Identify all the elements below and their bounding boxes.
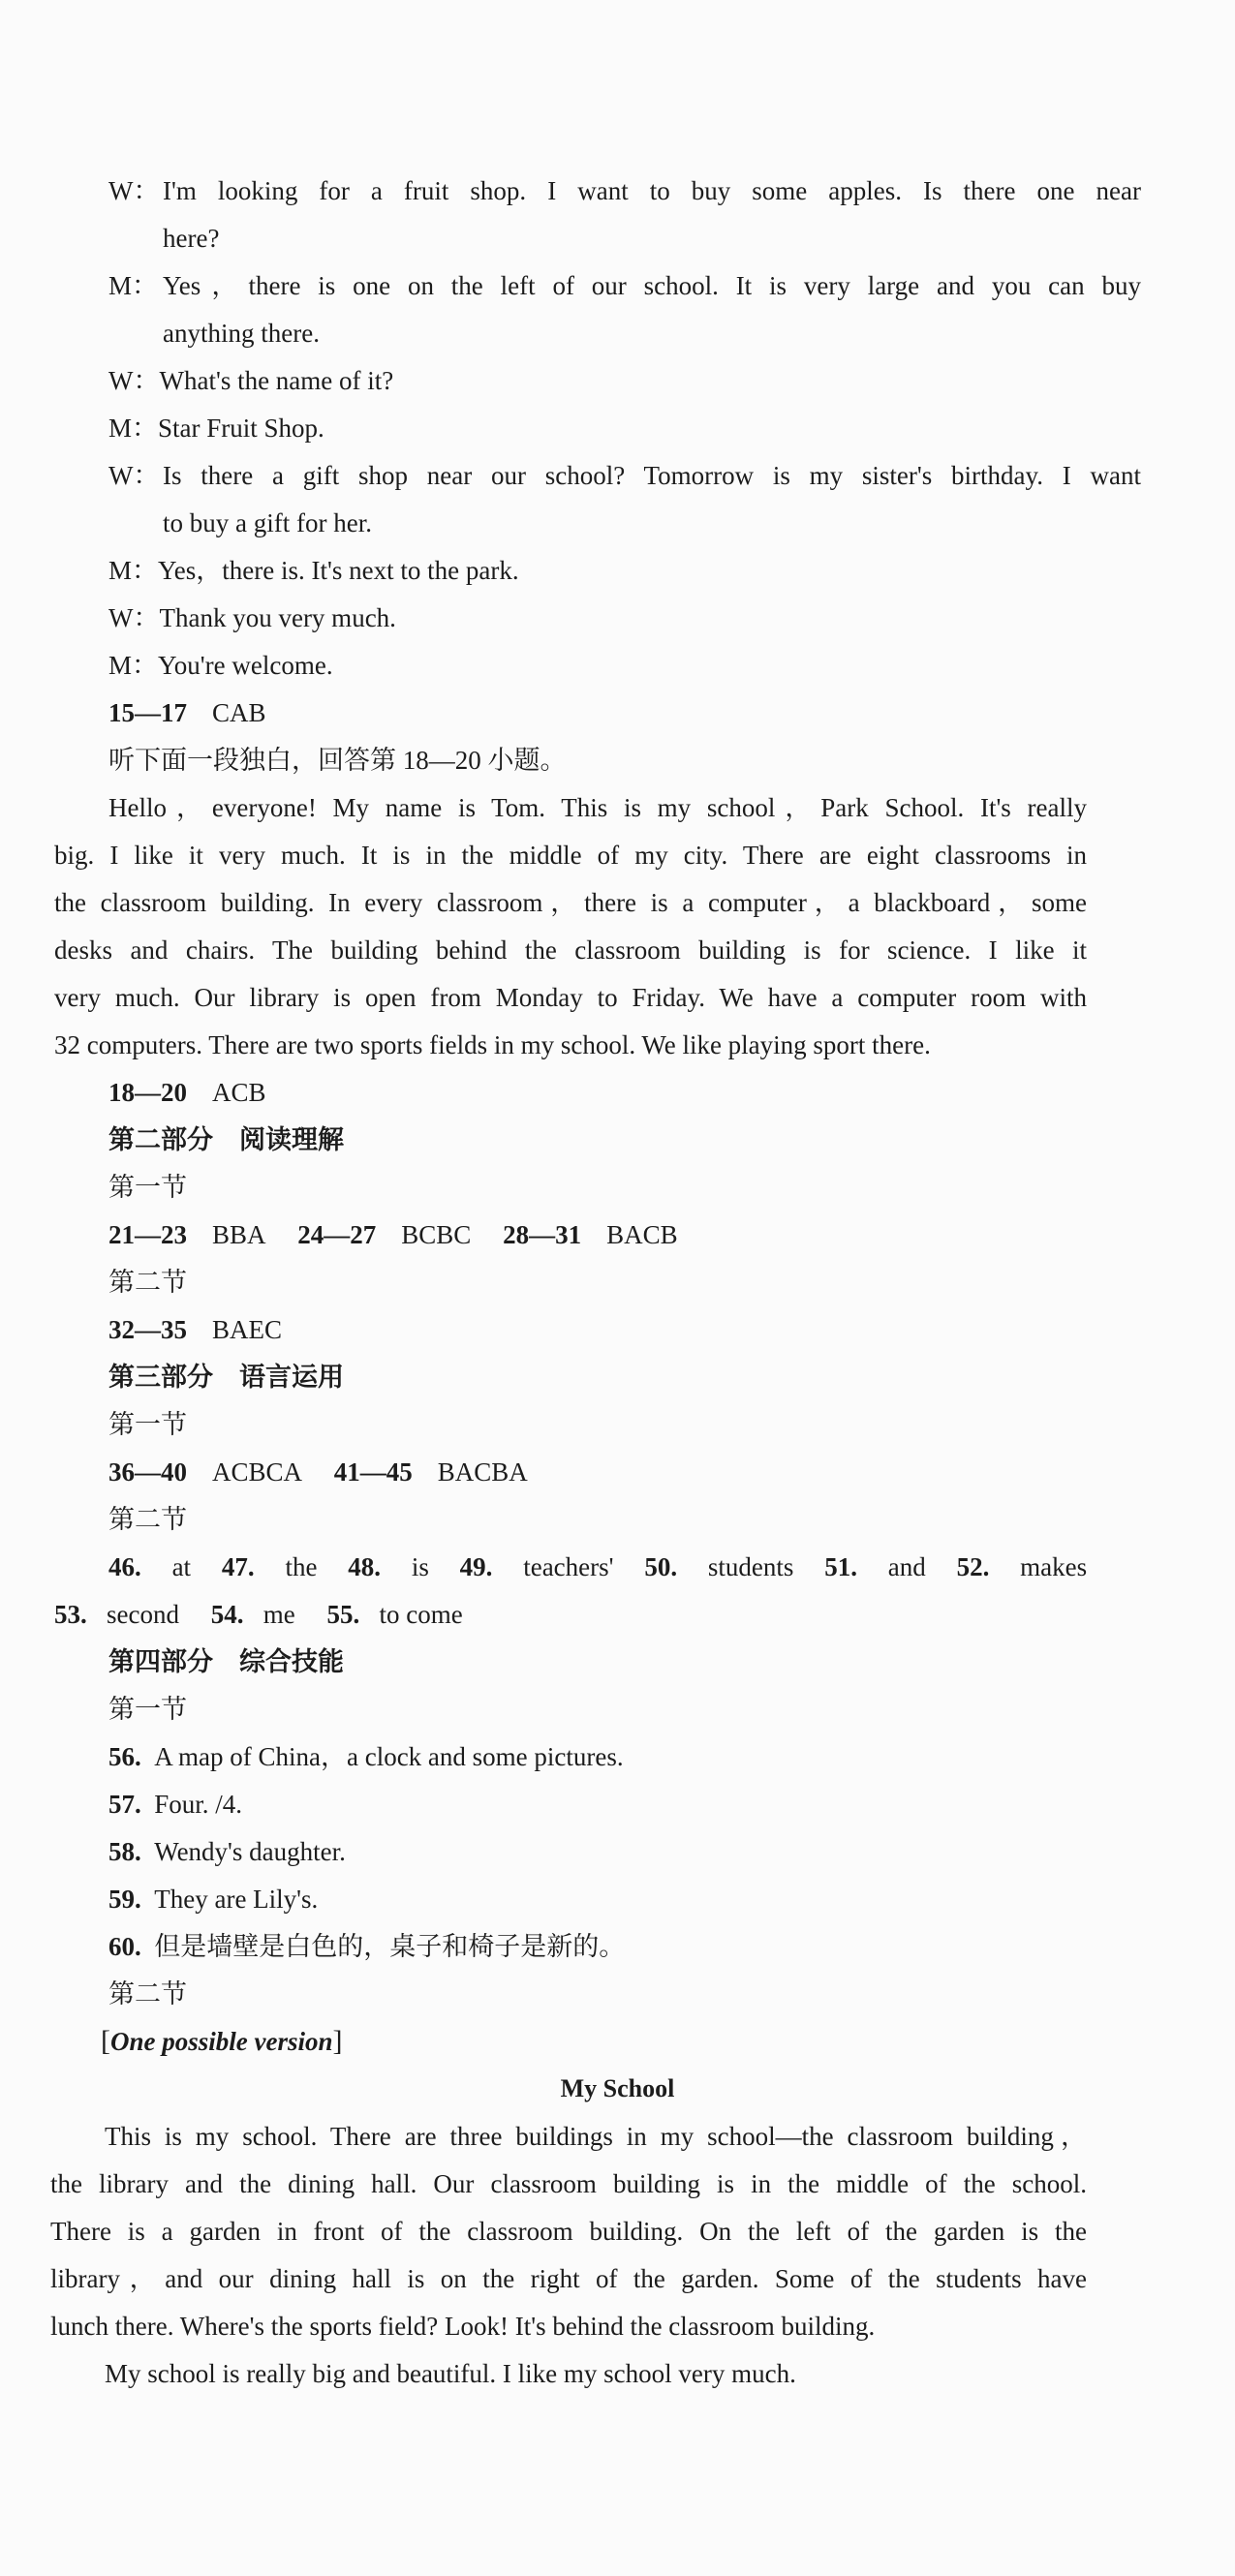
part3-title: 第三部分 语言运用: [108, 1363, 344, 1392]
part4-sec1: 第一节: [108, 1695, 187, 1724]
part3-fill-row-2: 53. second 54. me 55. to come: [54, 1600, 463, 1629]
qa-answer: 60. 但是墙壁是白色的，桌子和椅子是新的。: [108, 1932, 626, 1961]
dialog-line: W： I'm looking for a fruit shop. I want to buy some apples. Is there one near: [108, 176, 1141, 205]
essay-line: My school is really big and beautiful. I like my school very much.: [105, 2359, 796, 2388]
qa-answer: 59. They are Lily's.: [108, 1885, 319, 1914]
qa-answer: 58. Wendy's daughter.: [108, 1837, 346, 1866]
dialog-line: M： Yes，there is one on the left of our school. It is very large and you can buy: [108, 271, 1141, 300]
monologue-line: big. I like it very much. It is in the middle of my city. There are eight classrooms in: [54, 841, 1087, 870]
essay-title: My School: [560, 2074, 675, 2102]
part2-sec2: 第二节: [108, 1268, 187, 1297]
part2-answers-2: 32—35 BAEC: [108, 1315, 283, 1344]
part4-sec2: 第二节: [108, 1979, 187, 2009]
dialog-line: here?: [163, 224, 220, 253]
monologue-line: Hello，everyone! My name is Tom. This is my school，Park School. It's really: [108, 793, 1087, 822]
dialog-line: W：What's the name of it?: [108, 366, 394, 395]
dialog-line: M：You're welcome.: [108, 651, 333, 680]
part3-fill-row-1: 46. at 47. the 48. is 49. teachers' 50. students 51. and 52. makes: [108, 1552, 1088, 1581]
dialog-line: M：Yes，there is. It's next to the park.: [108, 556, 519, 585]
monologue-line: desks and chairs. The building behind the classroom building is for science. I like it: [54, 935, 1087, 965]
essay-line: library，and our dining hall is on the right of the garden. Some of the students have: [50, 2264, 1087, 2293]
part3-answers-1: 36—40 ACBCA 41—45 BACBA: [108, 1457, 528, 1487]
part3-sec1: 第一节: [108, 1410, 187, 1439]
dialog-line: W：Thank you very much.: [108, 603, 396, 632]
essay-line: lunch there. Where's the sports field? Look! It's behind the classroom building.: [50, 2312, 876, 2341]
qa-answer: 57. Four. /4.: [108, 1790, 243, 1819]
bracket-right-icon: ]: [332, 2025, 343, 2057]
part4-title: 第四部分 综合技能: [108, 1647, 344, 1676]
dialog-line: W： Is there a gift shop near our school? Tomorrow is my sister's birthday. I want: [108, 461, 1141, 490]
essay-line: This is my school. There are three buildings in my school—the classroom building，: [105, 2122, 1087, 2151]
dialog-line: anything there.: [163, 319, 320, 348]
bracket-left-icon: [: [101, 2025, 110, 2057]
part2-title: 第二部分 阅读理解: [108, 1125, 344, 1154]
part2-answers-1: 21—23 BBA 24—27 BCBC 28—31 BACB: [108, 1220, 678, 1249]
answer-18-20: 18—20 ACB: [108, 1078, 266, 1107]
dialog-line: M：Star Fruit Shop.: [108, 414, 324, 443]
essay-line: the library and the dining hall. Our classroom building is in the middle of the school.: [50, 2169, 1087, 2198]
part3-sec2: 第二节: [108, 1505, 187, 1534]
dialog-line: to buy a gift for her.: [163, 508, 372, 537]
part2-sec1: 第一节: [108, 1173, 187, 1202]
monologue-line: the classroom building. In every classroom，there is a computer，a blackboard，some: [54, 888, 1087, 917]
listening-instruction: 听下面一段独白，回答第 18—20 小题。: [108, 746, 567, 775]
qa-answer: 56. A map of China，a clock and some pictures.: [108, 1742, 624, 1771]
version-label: [One possible version]: [101, 2025, 343, 2057]
essay-line: There is a garden in front of the classroom building. On the left of the garden is the: [50, 2217, 1087, 2246]
answer-15-17: 15—17 CAB: [108, 698, 266, 727]
monologue-line: 32 computers. There are two sports fields in my school. We like playing sport there.: [54, 1030, 931, 1059]
monologue-line: very much. Our library is open from Monday to Friday. We have a computer room with: [54, 983, 1087, 1012]
